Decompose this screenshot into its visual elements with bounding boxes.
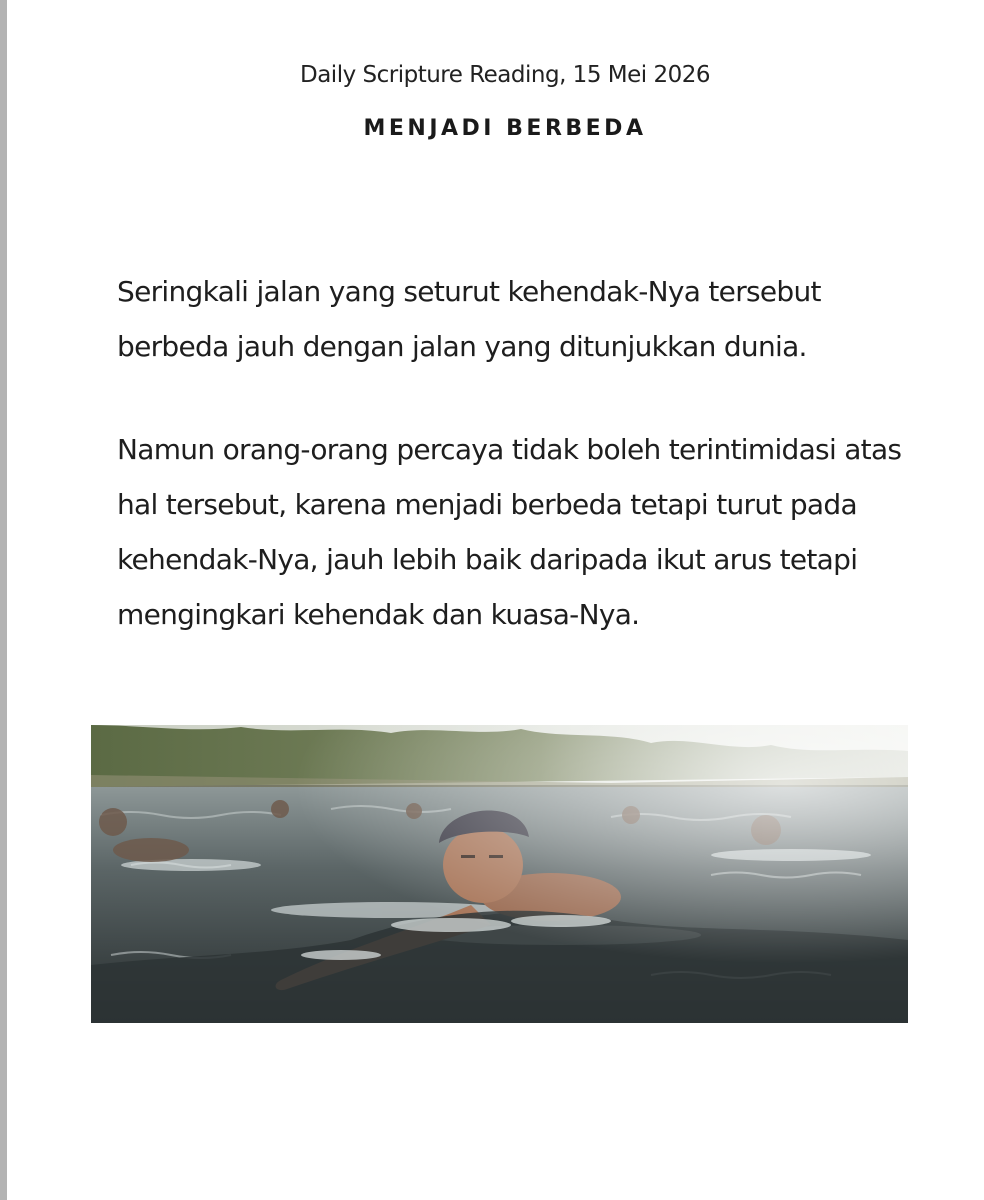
reading-paragraph-1: Seringkali jalan yang seturut kehendak-Nya tersebut berbeda jauh dengan jalan yang ditunjukkan dunia. (117, 275, 821, 363)
reading-title: MENJADI BERBEDA (363, 116, 647, 141)
river-swimmers-photo (91, 725, 908, 1023)
page-left-edge (0, 0, 7, 1200)
reading-date-line: Daily Scripture Reading, 15 Mei 2026 (300, 62, 710, 88)
reading-paragraph-2: Namun orang-orang percaya tidak boleh terintimidasi atas hal tersebut, karena menjadi berbeda tetapi turut pada kehendak-Nya, jauh lebih baik daripada ikut arus tetapi mengingkari kehendak dan kuasa-Nya. (117, 433, 902, 631)
